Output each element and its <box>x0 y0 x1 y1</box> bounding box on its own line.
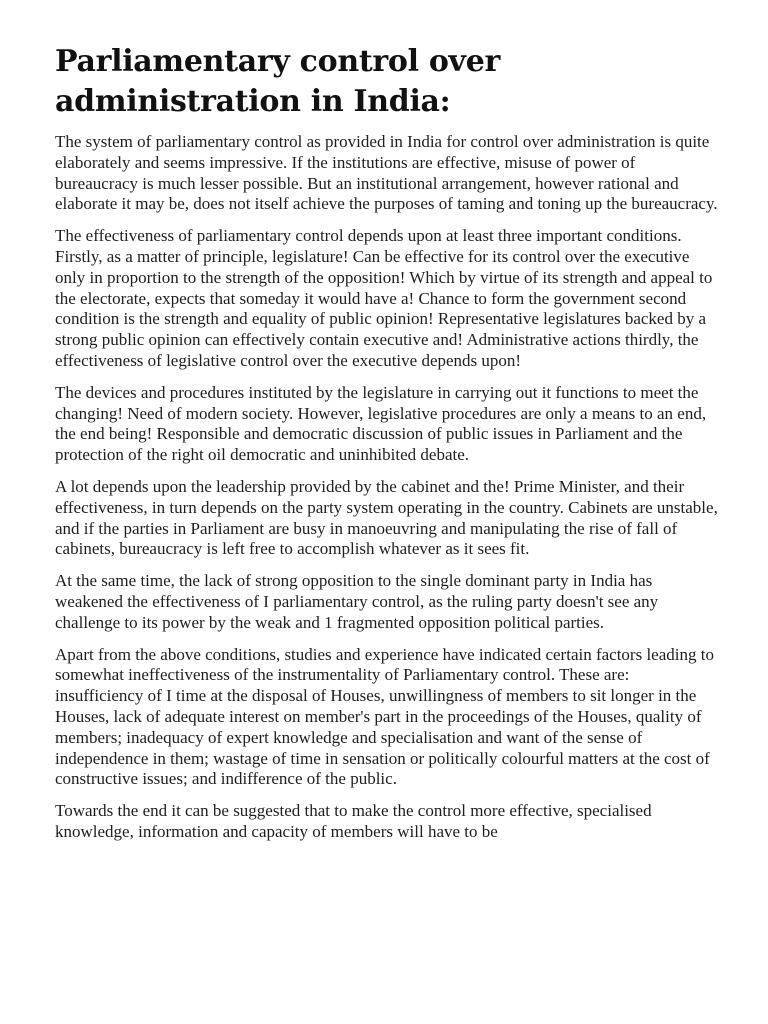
paragraph-3: The devices and procedures instituted by the legislature in carrying out it functions to meet the changing! Need of modern society. However, legislative procedures are only a means to an end, the end being! Responsible and democratic discussion of public issues in Parliament and the protection of the right oil democratic and uninhibited debate. <box>55 382 707 465</box>
paragraph-7: Towards the end it can be suggested that to make the control more effective, specialised knowledge, information and capacity of members will have to be <box>55 801 652 841</box>
paragraph-5: At the same time, the lack of strong opposition to the single dominant party in India has weakened the effectiveness of I parliamentary control, as the ruling party doesn't see any challenge to its power by the weak and 1 fragmented opposition political parties. <box>55 571 659 632</box>
page-title: Parliamentary control over administration in India: <box>55 44 500 119</box>
paragraph-6: Apart from the above conditions, studies and experience have indicated certain factors leading to somewhat ineffectiveness of the instrumentality of Parliamentary control. These are: insufficiency of I time at the disposal of Houses, unwillingness of members to sit longer in the Houses, lack of adequate interest on member's part in the proceedings of the Houses, quality of members; inadequacy of expert knowledge and specialisation and want of the sense of independence in them; wastage of time in sensation or politically colourful matters at the cost of constructive issues; and indifference of the public. <box>55 644 714 789</box>
article-body <box>55 42 719 854</box>
paragraph-4: A lot depends upon the leadership provided by the cabinet and the! Prime Minister, and their effectiveness, in turn depends on the party system operating in the country. Cabinets are unstable, and if the parties in Parliament are busy in manoeuvring and manipulating the rise of fall of cabinets, bureaucracy is left free to accomplish whatever as it sees fit. <box>55 476 718 559</box>
paragraph-1: The system of parliamentary control as provided in India for control over administration is quite elaborately and seems impressive. If the institutions are effective, misuse of power of bureaucracy is much lesser possible. But an institutional arrangement, however rational and elaborate it may be, does not itself achieve the purposes of taming and toning up the bureaucracy. <box>55 132 718 214</box>
paragraph-2: The effectiveness of parliamentary control depends upon at least three important conditions. Firstly, as a matter of principle, legislature! Can be effective for its control over the executive only in proportion to the strength of the opposition! Which by virtue of its strength and appeal to the electorate, expects that someday it would have a! Chance to form the government second condition is the strength and equality of public opinion! Representative legislatures backed by a strong public opinion can effectively contain executive and! Administrative actions thirdly, the effectiveness of legislative control over the executive depends upon! <box>55 226 713 370</box>
